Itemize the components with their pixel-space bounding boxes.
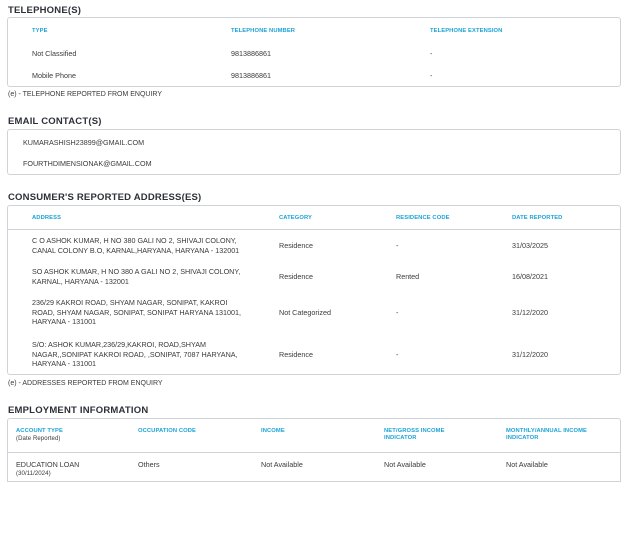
employment-section-title: EMPLOYMENT INFORMATION bbox=[8, 405, 149, 416]
address-row-1-line-2: CANAL COLONY B.O, KARNAL,HARYANA, HARYANA - 132001 bbox=[32, 245, 240, 255]
employment-header-divider bbox=[8, 452, 620, 453]
addresses-header-address: ADDRESS bbox=[32, 215, 62, 221]
address-row-4-line-1: S/O: ASHOK KUMAR,236/29,KAKROI, ROAD,SHYAM bbox=[32, 340, 207, 349]
email-item-2: FOURTHDIMENSIONAK@GMAIL.COM bbox=[23, 159, 152, 168]
telephones-table bbox=[7, 17, 621, 87]
employment-header-net-gross bbox=[384, 428, 445, 442]
address-row-3-residence-code: - bbox=[396, 308, 399, 317]
address-row-1-date: 31/03/2025 bbox=[512, 241, 548, 250]
employment-header-net-gross-line-1: NET/GROSS INCOME bbox=[384, 428, 445, 434]
address-row-4-line-3: HARYANA - 131001 bbox=[32, 359, 97, 368]
employment-header-occupation-code: OCCUPATION CODE bbox=[138, 428, 196, 434]
employment-row-date-reported: (30/11/2024) bbox=[16, 469, 51, 477]
employment-header-monthly-annual-line-2: INDICATOR bbox=[506, 435, 539, 441]
employment-header-income: INCOME bbox=[261, 428, 285, 434]
addresses-header-date-reported: DATE REPORTED bbox=[512, 215, 563, 221]
address-row-1-residence-code: - bbox=[396, 241, 399, 250]
address-row-4-address bbox=[32, 340, 238, 369]
address-row-2-address bbox=[32, 267, 240, 286]
employment-row-account-type-label: EDUCATION LOAN bbox=[16, 460, 80, 469]
addresses-header-residence-code: RESIDENCE CODE bbox=[396, 215, 450, 221]
addresses-note: (e) - ADDRESSES REPORTED FROM ENQUIRY bbox=[8, 380, 163, 387]
address-row-1-line-1: C O ASHOK KUMAR, H NO 380 GALI NO 2, SHIVAJI COLONY, bbox=[32, 236, 237, 245]
address-row-2-line-2: KARNAL, HARYANA - 132001 bbox=[32, 276, 129, 286]
employment-row-income: Not Available bbox=[261, 460, 303, 469]
telephone-row-2-extension: - bbox=[430, 71, 433, 80]
address-row-2-date: 16/08/2021 bbox=[512, 272, 548, 281]
telephone-row-1-number: 9813886861 bbox=[231, 49, 271, 58]
employment-table bbox=[7, 418, 621, 482]
address-row-3-line-3: HARYANA - 131001 bbox=[32, 317, 97, 326]
addresses-section-title: CONSUMER'S REPORTED ADDRESS(ES) bbox=[8, 192, 202, 203]
telephone-row-2-type: Mobile Phone bbox=[32, 71, 76, 80]
telephones-section-title: TELEPHONE(S) bbox=[8, 5, 82, 16]
employment-header-monthly-annual bbox=[506, 428, 587, 442]
telephones-header-extension: TELEPHONE EXTENSION bbox=[430, 28, 503, 34]
telephone-row-1-extension: - bbox=[430, 49, 433, 58]
telephones-header-type: TYPE bbox=[32, 28, 48, 34]
address-row-1-address bbox=[32, 236, 239, 255]
employment-header-account-type-label: ACCOUNT TYPE bbox=[16, 428, 63, 434]
employment-header-net-gross-line-2: INDICATOR bbox=[384, 435, 417, 441]
employment-row-account-type bbox=[16, 460, 79, 478]
address-row-4-residence-code: - bbox=[396, 350, 399, 359]
addresses-header-category: CATEGORY bbox=[279, 215, 313, 221]
address-row-3-address bbox=[32, 298, 241, 327]
employment-header-date-reported: (Date Reported) bbox=[16, 436, 61, 442]
employment-header-monthly-annual-line-1: MONTHLY/ANNUAL INCOME bbox=[506, 428, 588, 434]
telephones-note: (e) - TELEPHONE REPORTED FROM ENQUIRY bbox=[8, 91, 163, 98]
address-row-4-date: 31/12/2020 bbox=[512, 350, 548, 359]
address-row-2-residence-code: Rented bbox=[396, 272, 420, 281]
address-row-4-line-2: NAGAR,,SONIPAT KAKROI ROAD, ,SONIPAT, 7087 HARYANA, bbox=[32, 349, 238, 359]
email-item-1: KUMARASHISH23899@GMAIL.COM bbox=[23, 138, 145, 147]
address-row-2-line-1: SO ASHOK KUMAR, H NO 380 A GALI NO 2, SHIVAJI COLONY, bbox=[32, 267, 241, 276]
telephones-header-number: TELEPHONE NUMBER bbox=[231, 28, 296, 34]
telephone-row-1-type: Not Classified bbox=[32, 49, 77, 58]
emails-section-title: EMAIL CONTACT(S) bbox=[8, 116, 102, 127]
employment-header-account-type bbox=[16, 428, 63, 443]
address-row-4-category: Residence bbox=[279, 350, 313, 359]
address-row-3-line-1: 236/29 KAKROI ROAD, SHYAM NAGAR, SONIPAT, KAKROI bbox=[32, 298, 228, 307]
address-row-3-line-2: ROAD, SHYAM NAGAR, SONIPAT, SONIPAT HARYANA 131001, bbox=[32, 307, 242, 317]
telephone-row-2-number: 9813886861 bbox=[231, 71, 271, 80]
address-row-1-category: Residence bbox=[279, 241, 313, 250]
addresses-table bbox=[7, 205, 621, 375]
employment-row-occupation-code: Others bbox=[138, 460, 160, 469]
address-row-2-category: Residence bbox=[279, 272, 313, 281]
address-row-3-category: Not Categorized bbox=[279, 308, 331, 317]
addresses-header-divider bbox=[8, 229, 620, 230]
emails-list bbox=[7, 129, 621, 175]
address-row-3-date: 31/12/2020 bbox=[512, 308, 548, 317]
employment-row-net-gross: Not Available bbox=[384, 460, 426, 469]
employment-row-monthly-annual: Not Available bbox=[506, 460, 548, 469]
